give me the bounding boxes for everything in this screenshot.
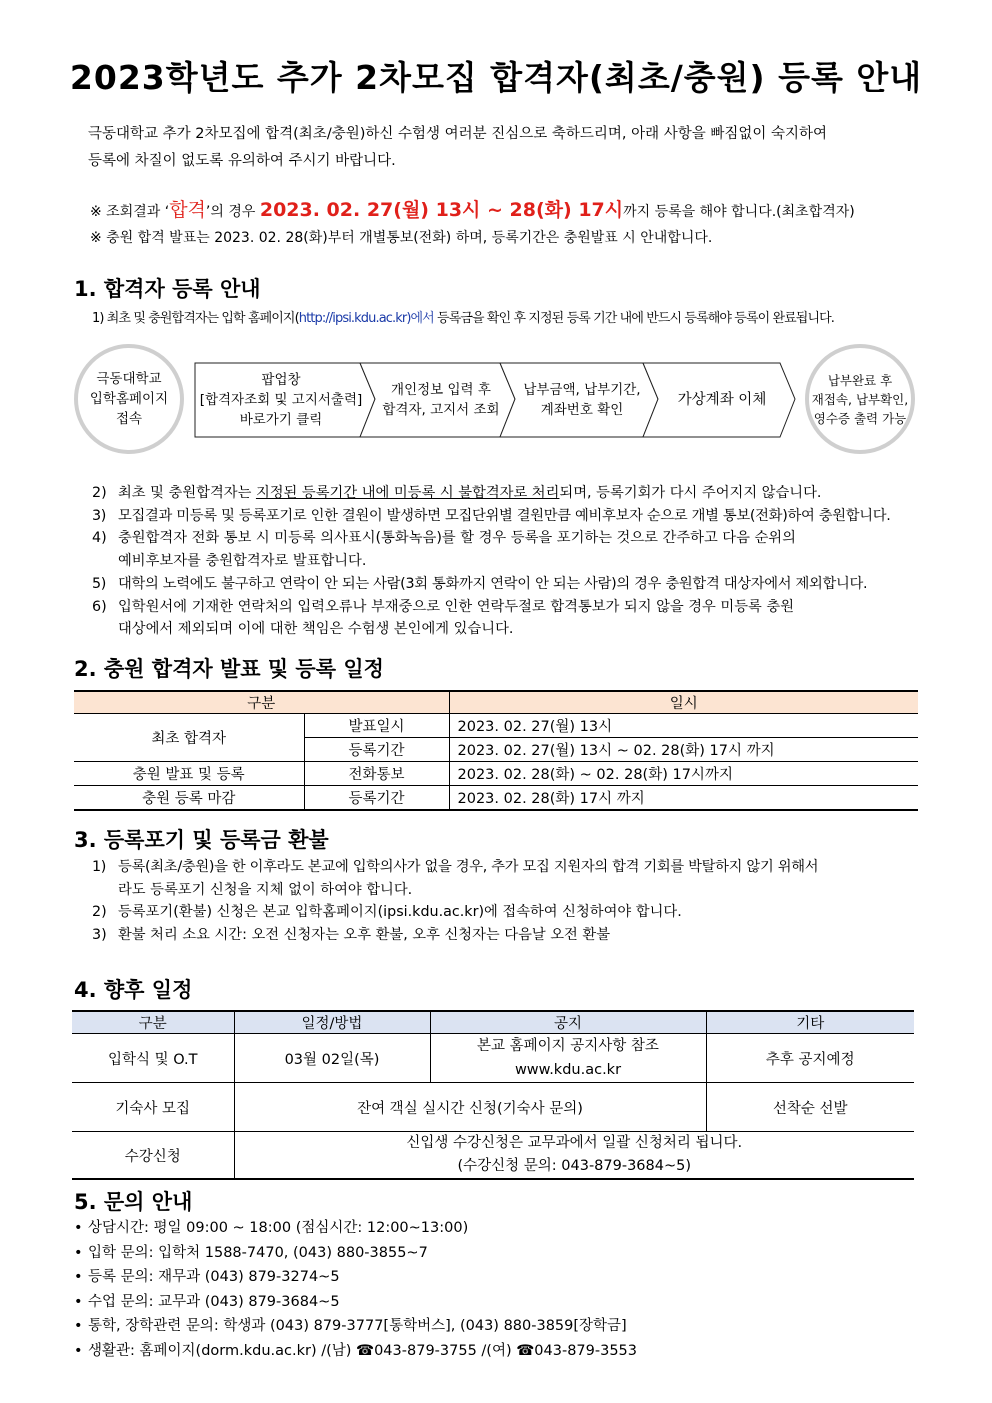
registration-date: 2023. 02. 27(월) 13시 ~ 28(화) 17시 xyxy=(259,199,624,221)
intro-line-2: 등록에 차질이 없도록 유의하여 주시기 바랍니다. xyxy=(88,153,396,169)
section1-item3: 3) 모집결과 미등록 및 등록포기로 인한 결원이 발생하면 모집단위별 결원만큼 예비후보자 순으로 개별 통보(전화)하여 충원합니다. xyxy=(92,507,891,524)
pass-word: 합격 xyxy=(169,199,206,221)
flow-step3: 납부금액, 납부기간, 계좌번호 확인 xyxy=(523,382,641,418)
page-title: 2023학년도 추가 2차모집 합격자(최초/충원) 등록 안내 xyxy=(69,58,923,97)
section1-item5: 5) 대학의 노력에도 불구하고 연락이 안 되는 사람(3회 통화까지 연락이 안 되는 사람)의 경우 충원합격 대상자에서 제외합니다. xyxy=(92,575,868,592)
table-row: 기숙사 모집 잔여 객실 실시간 신청(기숙사 문의) 선착순 선발 xyxy=(72,1083,914,1132)
section1-item2: 2) 최초 및 충원합격자는 지정된 등록기간 내에 미등록 시 불합격자로 처리되며, 등록기회가 다시 주어지지 않습니다. xyxy=(92,485,822,501)
section1-item1: 1) 최초 및 충원합격자는 입학 홈페이지(http://ipsi.kdu.ac.kr)에서 등록금을 확인 후 지정된 등록 기간 내에 반드시 등록해야 등록이 완료됩니다. xyxy=(92,311,835,326)
table-row: 충원 발표 및 등록 전화통보 2023. 02. 28(화) ~ 02. 28(화) 17시까지 xyxy=(74,762,918,786)
list-item: • 상담시간: 평일 09:00 ~ 18:00 (점심시간: 12:00~13:00) xyxy=(74,1220,469,1236)
table-row: 충원 등록 마감 등록기간 2023. 02. 28(화) 17시 까지 xyxy=(74,786,918,811)
flow-step1: 팝업창 [합격자조회 및 고지서출력] 바로가기 클릭 xyxy=(199,372,363,428)
table-row: 입학식 및 O.T 03월 02일(목) 본교 홈페이지 공지사항 참조 www.kdu.ac.kr 추후 공지예정 xyxy=(72,1034,914,1083)
section4-schedule-table: 구분 일정/방법 공지 기타 입학식 및 O.T 03월 02일(목) 본교 홈페이지 공지사항 참조 www.kdu.ac.kr 추후 공지예정 기숙사 모집 잔여 객실 실시간 신청(기숙사 문의) 선착순 선발 수강신청 신입생 수강신청은 교무과에서 일괄 신청처리 됩니다. (수강신청 문의: 043-879-3684~5) xyxy=(72,1010,914,1180)
flow-step2: 개인정보 입력 후 합격자, 고지서 조회 xyxy=(382,382,500,418)
section3-items: 1) 등록(최초/충원)을 한 이후라도 본교에 입학의사가 없을 경우, 추가 모집 지원자의 합격 기회를 박탈하지 않기 위해서 라도 등록포기 신청을 지체 없이 하여야 합니다. 2) 등록포기(환불) 신청은 본교 입학홈페이지(ipsi.kdu.ac.kr)에 접속하여 신청하여야 합니다. 3) 환불 처리 소요 시간: 오전 신청자는 오후 환불, 오후 신청자는 다음날 오전 환불 xyxy=(92,856,942,947)
note-registration-period: ※ 조회결과 ‘합격’의 경우 2023. 02. 27(월) 13시 ~ 28(화) 17시까지 등록을 해야 합니다.(최초합격자) xyxy=(90,199,855,221)
list-item: • 통학, 장학관련 문의: 학생과 (043) 879-3777[통학버스], (043) 880-3859[장학금] xyxy=(74,1318,627,1334)
section1-item4: 4) 충원합격자 전화 통보 시 미등록 의사표시(통화녹음)를 할 경우 등록을 포기하는 것으로 간주하고 다음 순위의 xyxy=(92,530,796,547)
list-item: • 등록 문의: 재무과 (043) 879-3274~5 xyxy=(74,1269,340,1285)
section5-heading: 5. 문의 안내 xyxy=(74,1190,193,1214)
flow-end-circle: 납부완료 후 재접속, 납부확인, 영수증 출력 가능 xyxy=(805,344,915,454)
section3-item1: 1) 등록(최초/충원)을 한 이후라도 본교에 입학의사가 없을 경우, 추가 모집 지원자의 합격 기회를 박탈하지 않기 위해서 xyxy=(92,859,819,875)
section1-items: 2) 최초 및 충원합격자는 지정된 등록기간 내에 미등록 시 불합격자로 처리되며, 등록기회가 다시 주어지지 않습니다. 3) 모집결과 미등록 및 등록포기로 인한 결원이 발생하면 모집단위별 결원만큼 예비후보자 순으로 개별 통보(전화)하여 충원합니다. 4) 충원합격자 전화 통보 시 미등록 의사표시(통화녹음)를 할 경우 등록을 포기하는 것으로 간주하고 다음 순위의 예비후보자를 충원합격자로 발표합니다. 5) 대학의 노력에도 불구하고 연락이 안 되는 사람(3회 통화까지 연락이 안 되는 사람)의 경우 충원합격 대상자에서 제외합니다. 6) 입학원서에 기재한 연락처의 입력오류나 부재중으로 인한 연락두절로 합격통보가 되지 않을 경우 미등록 충원 대상에서 제외되며 이에 대한 책임은 수험생 본인에게 있습니다. xyxy=(92,482,942,641)
table-row: 등록기간 2023. 02. 27(월) 13시 ~ 02. 28(화) 17시 까지 xyxy=(74,738,918,762)
section1-item6: 6) 입학원서에 기재한 연락처의 입력오류나 부재중으로 인한 연락두절로 합격통보가 되지 않을 경우 미등록 충원 xyxy=(92,598,795,615)
table-row: 수강신청 신입생 수강신청은 교무과에서 일괄 신청처리 됩니다. (수강신청 문의: 043-879-3684~5) xyxy=(72,1132,914,1180)
flow-start-circle: 극동대학교 입학홈페이지 접속 xyxy=(74,344,184,454)
section3-item3: 3) 환불 처리 소요 시간: 오전 신청자는 오후 환불, 오후 신청자는 다음날 오전 환불 xyxy=(92,927,611,944)
section3-item2: 2) 등록포기(환불) 신청은 본교 입학홈페이지(ipsi.kdu.ac.kr)에 접속하여 신청하여야 합니다. xyxy=(92,904,682,921)
list-item: • 수업 문의: 교무과 (043) 879-3684~5 xyxy=(74,1293,340,1310)
section2-schedule-table xyxy=(74,690,918,811)
section1-heading: 1. 합격자 등록 안내 xyxy=(74,277,261,301)
note-supplement: ※ 충원 합격 발표는 2023. 02. 28(화)부터 개별통보(전화) 하며, 등록기간은 충원발표 시 안내합니다. xyxy=(90,230,713,246)
contact-list xyxy=(74,1216,637,1363)
table-row: 최초 합격자 발표일시 2023. 02. 27(월) 13시 xyxy=(74,714,918,738)
intro-line-1: 극동대학교 추가 2차모집에 합격(최초/충원)하신 수험생 여러분 진심으로 축하드리며, 아래 사항을 빠짐없이 숙지하여 xyxy=(88,126,828,142)
flow-step4: 가상계좌 이체 xyxy=(677,392,767,408)
list-item: • 입학 문의: 입학처 1588-7470, (043) 880-3855~7 xyxy=(74,1244,428,1261)
col-date: 일시 xyxy=(449,691,918,714)
section3-heading: 3. 등록포기 및 등록금 환불 xyxy=(74,828,329,852)
list-item: • 생활관: 홈페이지(dorm.kdu.ac.kr) /(남) ☎043-879-3755 /(여) ☎043-879-3553 xyxy=(74,1342,638,1359)
ipsi-link[interactable]: http://ipsi.kdu.ac.kr)에서 xyxy=(298,311,434,326)
kdu-homepage-link[interactable]: www.kdu.ac.kr xyxy=(514,1062,622,1078)
col-category: 구분 xyxy=(74,691,449,714)
section4-heading: 4. 향후 일정 xyxy=(74,978,193,1002)
section2-heading: 2. 충원 합격자 발표 및 등록 일정 xyxy=(74,657,384,681)
